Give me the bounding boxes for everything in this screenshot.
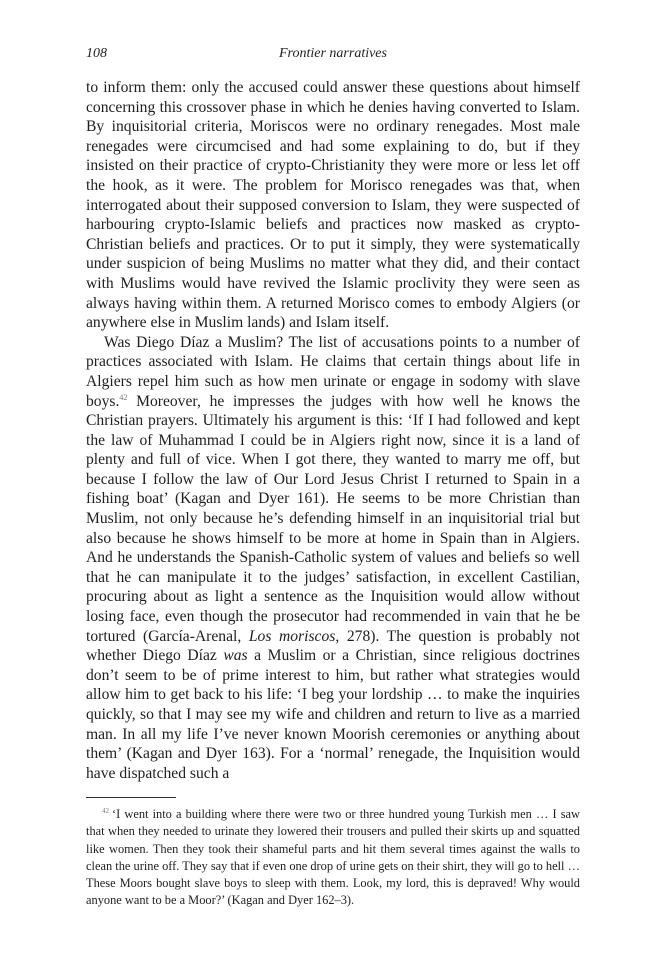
page-number: 108 <box>86 46 107 61</box>
footnote-42 <box>86 806 580 910</box>
paragraph-2 <box>86 333 580 784</box>
paragraph-1: to inform them: only the accused could answer these questions about himself concerning this crossover phase in which he denies having converted to Islam. By inquisitorial criteria, Moriscos were no ordinary renegades. Most male renegades were circumcised and had some explaining to do, but if they insisted on their practice of crypto-Christianity they were more or less let off the hook, as it were. The problem for Morisco renegades was that, when interrogated about their supposed conversion to Islam, they were suspected of harbouring crypto-Islamic beliefs and practices now masked as crypto-Christian beliefs and practices. Or to put it simply, they were systematically under suspicion of being Muslims no matter what they did, and their contact with Muslims would have revived the Islamic proclivity they were seen as always having within them. A returned Morisco comes to embody Algiers (or anywhere else in Muslim lands) and Islam itself. <box>86 79 580 332</box>
paragraph-2-part-a: Was Diego Díaz a Muslim? The list of accusations points to a number of practices associated with Islam. He claims that certain things about life in Algiers repel him such as how men urinate or engage in sodomy with slave boys. <box>86 333 580 410</box>
cited-title: Los moriscos <box>248 627 336 645</box>
paragraph-2-part-d: a Muslim or a Christian, since religious doctrines don’t seem to be of prime interest to him, but rather what strategies would allow him to get back to his life: ‘I beg your lordship … to make the inquiries quickly, so that I may see my wife and children and return to live as a married man. In all my life I’ve never known Moorish ceremonies or anything about them’ (Kagan and Dyer 163). For a ‘normal’ renegade, the Inquisition would have dispatched such a <box>86 647 581 782</box>
emphasis-was: was <box>223 647 248 665</box>
footnote-divider <box>86 797 176 798</box>
main-text <box>86 78 580 783</box>
paragraph-2-part-b: Moreover, he impresses the judges with how well he knows the Christian prayers. Ultimately his argument is this: ‘If I had followed and kept the law of Muhammad I could be in Algiers right now, since it is a land of plenty and full of vice. When I got there, they wanted to marry me off, but because I follow the law of Our Lord Jesus Christ I returned to Spain in a fishing boat’ (Kagan and Dyer 161). He seems to be more Christian than Muslim, not only because he’s defending himself in an inquisitorial trial but also because he shows himself to be more at home in Spain than in Algiers. And he understands the Spanish-Catholic system of values and beliefs so well that he can manipulate it to the judges’ satisfaction, in excellent Castilian, procuring about as light a sentence as the Inquisition would allow without losing face, even though the prosecutor had recommended in vain that he be tortured (García-Arenal, <box>86 392 580 645</box>
footnote-number: 42 <box>102 806 109 815</box>
paragraph-2-part-c: , 278). The question is probably not whether Diego Díaz <box>86 627 580 665</box>
footnote-reference-42[interactable]: 42 <box>119 392 128 402</box>
footnote-text: ‘I went into a building where there were two or three hundred young Turkish men … I saw that when they needed to urinate they lowered their trousers and pulled their skirts up and squatted like women. Then they took their shameful parts and hit them several times against the walls to clean the urine off. They say that if even one drop of urine gets on their shirt, they will go to hell … These Moors bought slave boys to sleep with them. Look, my lord, this is depraved! Why would anyone want to be a Moor?’ (Kagan and Dyer 162–3). <box>86 807 580 908</box>
book-page <box>86 0 580 975</box>
page-header <box>86 46 580 66</box>
running-head: Frontier narratives <box>279 46 387 61</box>
